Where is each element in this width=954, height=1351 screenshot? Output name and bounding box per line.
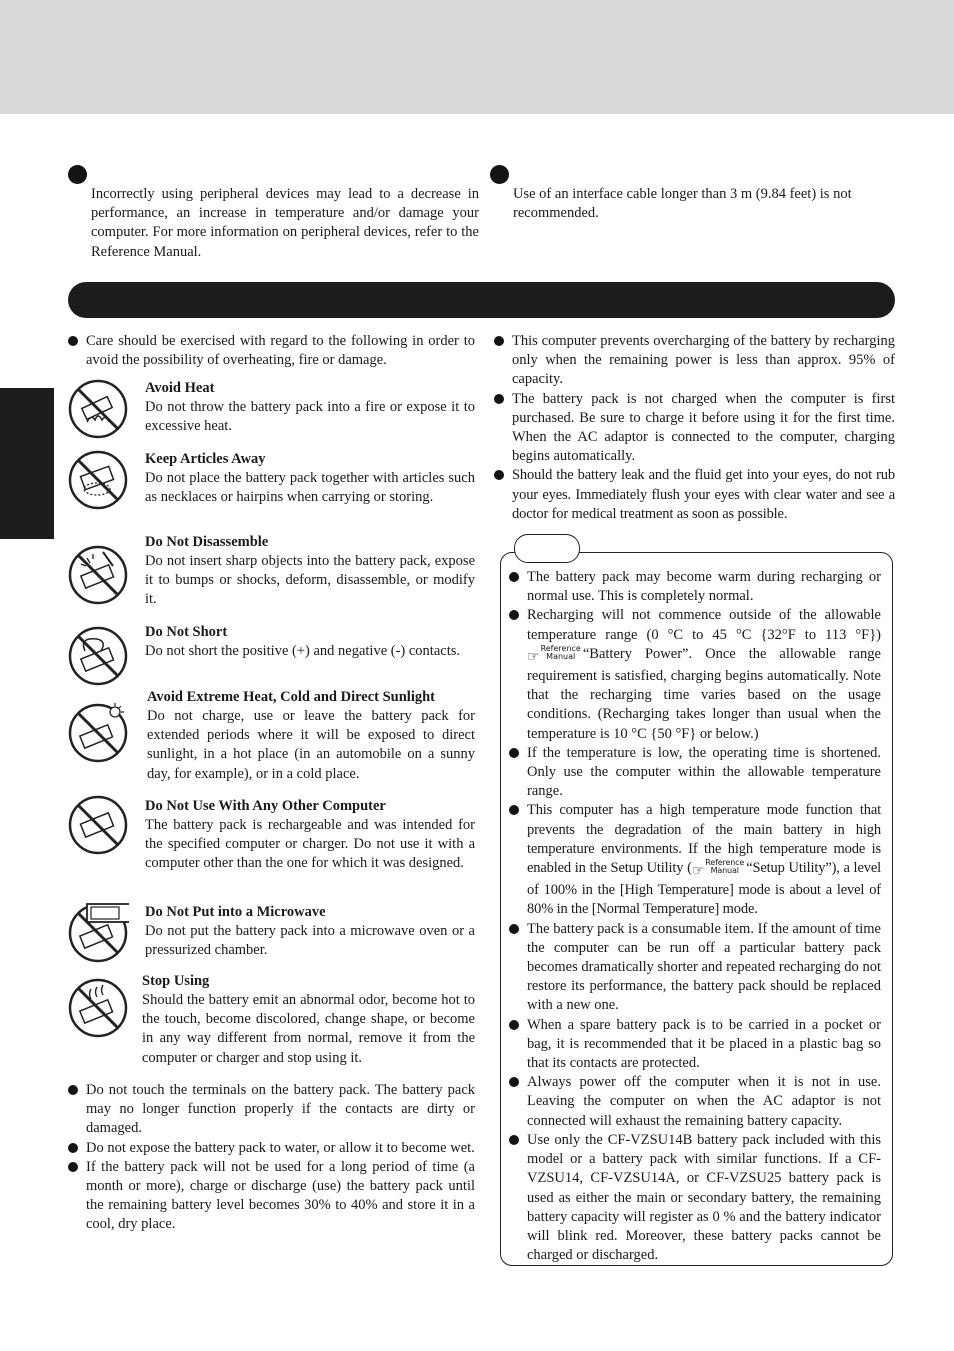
list-item [509, 920, 881, 1016]
list-item [509, 606, 881, 743]
warning-do-not-use-other-computer [145, 797, 475, 874]
manual-label: Manual [710, 866, 739, 876]
warning-text: Do not throw the battery pack into a fire or expose it to excessive heat. [145, 399, 475, 435]
note-list [509, 568, 881, 1265]
warning-stop-using [142, 972, 475, 1068]
note-text: ), a level of 100% in the [High Temperature] mode is about a level of 80% in the [Normal Temperature] mode. [527, 860, 881, 918]
battery-bottom-list [68, 1081, 475, 1235]
warning-do-not-microwave [145, 903, 475, 960]
warning-title: Do Not Use With Any Other Computer [145, 798, 386, 814]
reference-link-battery-power[interactable]: “Battery Power” [582, 645, 689, 662]
no-sunlight-icon [67, 702, 129, 764]
stop-using-icon [67, 977, 129, 1039]
warning-title: Avoid Extreme Heat, Cold and Direct Sunlight [147, 689, 435, 705]
reference-link-setup-utility[interactable]: “Setup Utility” [746, 860, 832, 877]
note-text: The battery pack may become warm during recharging or normal use. This is completely normal. [527, 569, 881, 605]
warning-text: Do not put the battery pack into a microwave oven or a pressurized chamber. [145, 923, 475, 959]
header-band [0, 0, 954, 114]
warning-title: Stop Using [142, 973, 210, 989]
list-item: This computer prevents overcharging of the battery by recharging only when the remaining power is less than approx. 95% of capacity. [494, 332, 895, 390]
reference-manual-icon[interactable]: ☞Reference Manual [691, 858, 745, 880]
list-item: The battery pack is not charged when the computer is first purchased. Be sure to charge it before using it for the first time. When the AC adaptor is connected to the computer, charging begins automatically. [494, 390, 895, 467]
no-fire-icon [67, 378, 129, 440]
chapter-side-tab [0, 388, 54, 539]
list-item: Do not expose the battery pack to water, or allow it to become wet. [68, 1139, 475, 1158]
note-text: The battery pack is a consumable item. If the amount of time the computer can be run off a particular battery pack becomes dramatically shorter and repeated recharging do not restore its performance, the battery pack should be replaced with a new one. [527, 920, 881, 1014]
no-disassemble-icon [67, 544, 129, 606]
warning-text: Should the battery emit an abnormal odor, become hot to the touch, become discolored, change shape, or become in any way different from normal, remove it from the computer or charger and stop using it. [142, 992, 475, 1066]
no-microwave-icon [67, 902, 129, 964]
note-box-tab [514, 534, 580, 563]
list-item [509, 1131, 881, 1265]
warning-text: Do not charge, use or leave the battery pack for extended periods where it will be exposed to direct sunlight, in a hot place (in an automobile on a sunny day, for example), or in a cold place. [147, 708, 475, 782]
warning-title: Do Not Disassemble [145, 534, 269, 550]
note-text: This computer has a high temperature mode function that prevents the degradation of the main battery in high temperature environments. If the high temperature mode is enabled in the Setup Utility ( [527, 802, 881, 877]
warning-avoid-heat [145, 379, 475, 436]
warning-text: The battery pack is rechargeable and was intended for the specified computer or charger. Do not use it with a computer other than the one for which it was designed. [145, 817, 475, 872]
warning-keep-articles-away [145, 450, 475, 507]
note-text: . Once the allowable range requirement is satisfied, charging begins automatically. Note that the recharging time varies based on the usage conditions. (Recharging takes longer than usual when the temperature is 10 °C {50 °F} or below.) [527, 645, 881, 742]
list-item [509, 1073, 881, 1131]
warning-text: Do not short the positive (+) and negative (-) contacts. [145, 643, 461, 659]
no-necklace-icon [67, 449, 129, 511]
peripheral-devices-text: Incorrectly using peripheral devices may lead to a decrease in performance, an increase in temperature and/or damage your computer. For more information on peripheral devices, refer to the Reference Manual. [91, 186, 479, 260]
warning-title: Do Not Short [145, 624, 228, 640]
list-item [509, 1016, 881, 1074]
warning-do-not-disassemble [145, 533, 475, 610]
note-text: Use only the CF-VZSU14B battery pack included with this model or a battery pack with similar functions. If a CF-VZSU14, CF-VZSU14A, or CF-VZSU25 battery pack is used as either the main or secondary battery, the remaining battery capacity will register as 0 % and the battery indicator will blink red. Moreover, these battery packs cannot be charged or discharged. [527, 1131, 881, 1264]
warning-text: Do not place the battery pack together with articles such as necklaces or hairpins when carrying or storing. [145, 470, 475, 506]
caution-bullet-icon [68, 165, 87, 184]
note-text: Always power off the computer when it is not in use. Leaving the computer on when the AC adaptor is not connected will exhaust the remaining battery capacity. [527, 1074, 881, 1129]
caution-bullet-icon [490, 165, 509, 184]
no-other-computer-icon [67, 794, 129, 856]
interface-cable-text: Use of an interface cable longer than 3 m (9.84 feet) is not recommended. [513, 186, 852, 222]
warning-title: Keep Articles Away [145, 451, 266, 467]
section-heading-bar [68, 282, 895, 318]
note-text: When a spare battery pack is to be carried in a pocket or bag, it is recommended that it be placed in a plastic bag so that its contacts are protected. [527, 1016, 881, 1072]
list-item: Do not touch the terminals on the battery pack. The battery pack may no longer function properly if the contacts are dirty or damaged. [68, 1081, 475, 1139]
warning-title: Avoid Heat [145, 380, 215, 396]
warning-do-not-short [145, 623, 475, 661]
list-item: Should the battery leak and the fluid get into your eyes, do not rub your eyes. Immediately flush your eyes with clear water and see a doctor for medical treatment as soon as possible. [494, 466, 895, 524]
list-item: Care should be exercised with regard to the following in order to avoid the possibility of overheating, fire or damage. [68, 332, 475, 370]
reference-manual-icon[interactable]: ☞Reference Manual [527, 643, 581, 665]
list-item [509, 568, 881, 606]
battery-right-list [494, 332, 895, 524]
list-item: If the battery pack will not be used for a long period of time (a month or more), charge or discharge (use) the battery pack until the remaining battery level becomes 30% to 40% and store it in a cool, dry place. [68, 1158, 475, 1235]
no-short-icon [67, 625, 129, 687]
reference-label: Reference [705, 858, 745, 868]
note-text: Recharging will not commence outside of the allowable temperature range (0 °C to 45 °C {32°F to 113 °F}) [527, 607, 881, 643]
warning-avoid-extreme-heat-cold-sunlight [147, 688, 475, 784]
note-text: If the temperature is low, the operating time is shortened. Only use the computer within the allowable temperature range. [527, 744, 881, 800]
reference-label: Reference [540, 643, 581, 653]
manual-label: Manual [546, 651, 576, 661]
battery-intro-list [68, 332, 475, 370]
warning-title: Do Not Put into a Microwave [145, 904, 326, 920]
list-item [509, 744, 881, 802]
list-item [509, 801, 881, 919]
warning-text: Do not insert sharp objects into the battery pack, expose it to bumps or shocks, deform, disassemble, or modify it. [145, 553, 475, 608]
